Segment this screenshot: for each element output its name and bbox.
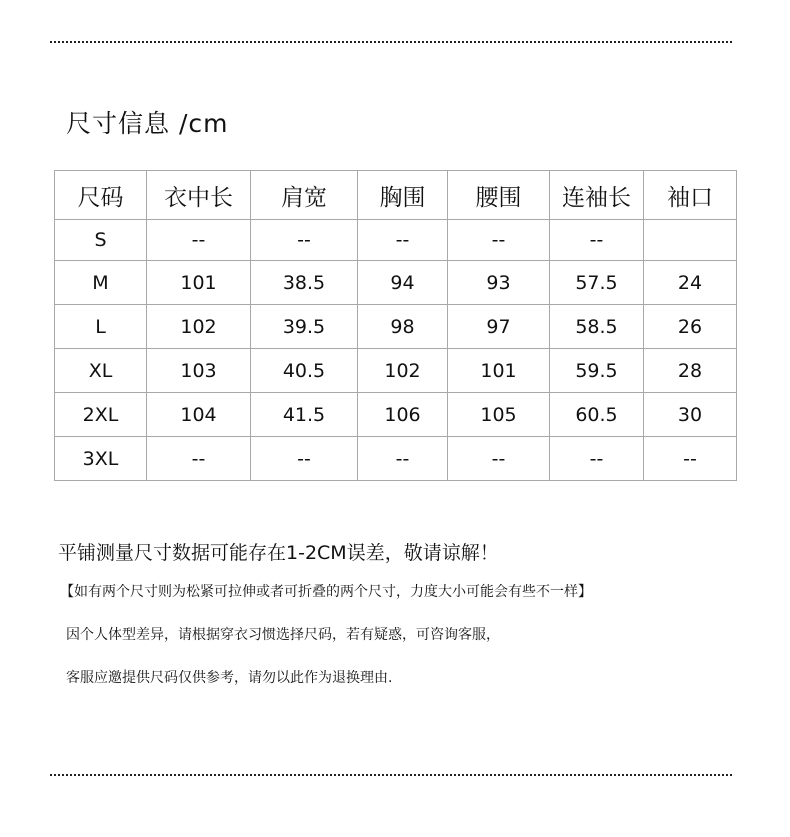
table-row xyxy=(55,261,737,305)
measurement-cell: 41.5 xyxy=(251,393,358,437)
size-label-cell: M xyxy=(55,261,147,305)
body-type-note: 因个人体型差异，请根据穿衣习惯选择尺码，若有疑惑，可咨询客服， xyxy=(66,627,500,643)
column-header: 尺码 xyxy=(55,171,147,220)
size-label-cell: XL xyxy=(55,349,147,393)
measurement-cell: 101 xyxy=(448,349,550,393)
measurement-cell: -- xyxy=(147,220,251,261)
measurement-cell: 30 xyxy=(644,393,737,437)
measurement-cell: -- xyxy=(550,220,644,261)
measurement-cell: 39.5 xyxy=(251,305,358,349)
stretch-size-note: 【如有两个尺寸则为松紧可拉伸或者可折叠的两个尺寸，力度大小可能会有些不一样】 xyxy=(60,584,592,600)
measurement-cell: 104 xyxy=(147,393,251,437)
measurement-cell: 93 xyxy=(448,261,550,305)
measurement-cell: 101 xyxy=(147,261,251,305)
measurement-cell: 38.5 xyxy=(251,261,358,305)
measurement-cell: 103 xyxy=(147,349,251,393)
page-title: 尺寸信息 /cm xyxy=(66,109,229,138)
measurement-cell: 94 xyxy=(358,261,448,305)
measurement-cell: -- xyxy=(644,437,737,481)
measurement-cell: 40.5 xyxy=(251,349,358,393)
measurement-cell xyxy=(644,220,737,261)
measurement-cell: 105 xyxy=(448,393,550,437)
bottom-dotted-divider xyxy=(50,774,732,776)
measurement-cell: 60.5 xyxy=(550,393,644,437)
measurement-cell: -- xyxy=(550,437,644,481)
measurement-cell: 58.5 xyxy=(550,305,644,349)
size-label-cell: 2XL xyxy=(55,393,147,437)
measurement-cell: 59.5 xyxy=(550,349,644,393)
measurement-cell: -- xyxy=(448,437,550,481)
size-label-cell: L xyxy=(55,305,147,349)
measurement-cell: 26 xyxy=(644,305,737,349)
measurement-cell: 97 xyxy=(448,305,550,349)
measurement-cell: 102 xyxy=(147,305,251,349)
table-row xyxy=(55,437,737,481)
measurement-cell: -- xyxy=(147,437,251,481)
column-header: 肩宽 xyxy=(251,171,358,220)
measurement-cell: 24 xyxy=(644,261,737,305)
measurement-cell: 28 xyxy=(644,349,737,393)
measurement-cell: 106 xyxy=(358,393,448,437)
size-label-cell: S xyxy=(55,220,147,261)
measurement-cell: 98 xyxy=(358,305,448,349)
measurement-cell: -- xyxy=(251,220,358,261)
table-header-row xyxy=(55,171,737,220)
table-row xyxy=(55,349,737,393)
table-row xyxy=(55,393,737,437)
reference-only-note: 客服应邀提供尺码仅供参考，请勿以此作为退换理由. xyxy=(66,670,393,686)
column-header: 连袖长 xyxy=(550,171,644,220)
column-header: 腰围 xyxy=(448,171,550,220)
measurement-cell: -- xyxy=(448,220,550,261)
measurement-cell: 102 xyxy=(358,349,448,393)
top-dotted-divider xyxy=(50,41,732,43)
measurement-cell: -- xyxy=(251,437,358,481)
measurement-error-note: 平铺测量尺寸数据可能存在1-2CM误差，敬请谅解！ xyxy=(58,542,499,564)
column-header: 袖口 xyxy=(644,171,737,220)
size-label-cell: 3XL xyxy=(55,437,147,481)
table-row xyxy=(55,220,737,261)
table-row xyxy=(55,305,737,349)
size-chart-table xyxy=(54,170,737,481)
column-header: 胸围 xyxy=(358,171,448,220)
measurement-cell: -- xyxy=(358,437,448,481)
column-header: 衣中长 xyxy=(147,171,251,220)
measurement-cell: 57.5 xyxy=(550,261,644,305)
measurement-cell: -- xyxy=(358,220,448,261)
